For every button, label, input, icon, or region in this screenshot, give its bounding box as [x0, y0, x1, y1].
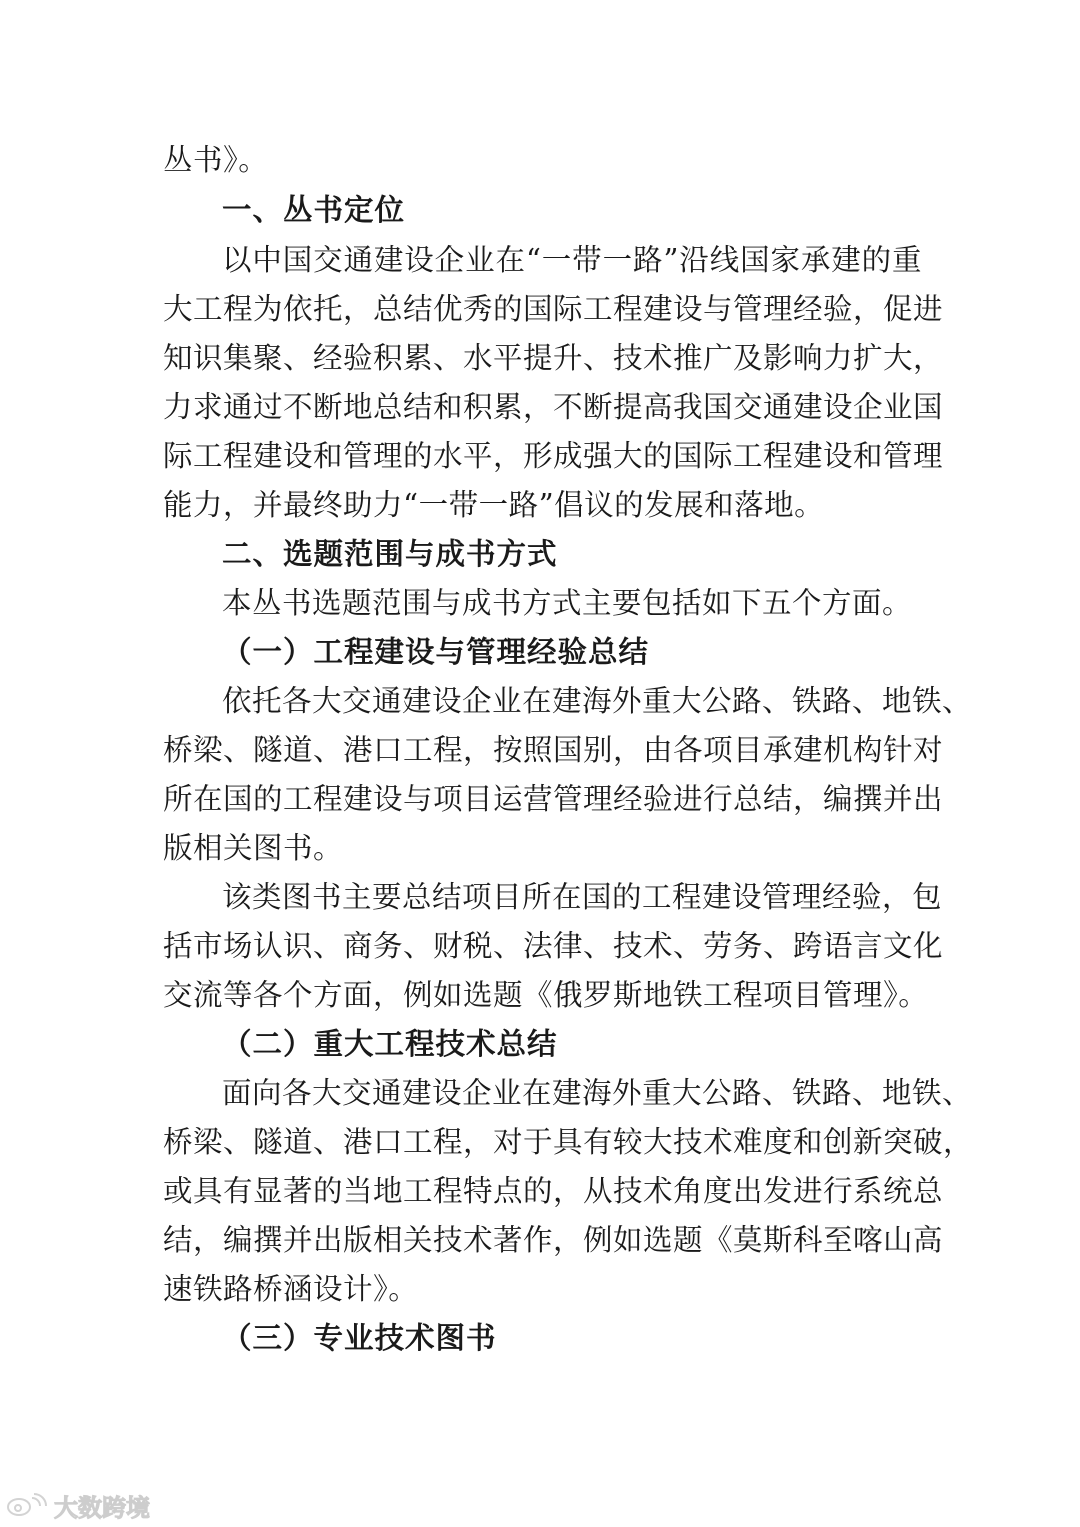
section-heading-1: 一、丛书定位 [222, 192, 406, 227]
paragraph-line: 力求通过不断地总结和积累，不断提高我国交通建设企业国 [163, 390, 944, 424]
weibo-logo-icon [6, 1492, 50, 1518]
paragraph-line: 所在国的工程建设与项目运营管理经验进行总结，编撰并出 [163, 782, 944, 816]
paragraph-line: 括市场认识、商务、财税、法律、技术、劳务、跨语言文化 [163, 929, 944, 963]
paragraph-line: 交流等各个方面，例如选题《俄罗斯地铁工程项目管理》。 [163, 978, 929, 1012]
paragraph-line: 桥梁、隧道、港口工程，按照国别，由各项目承建机构针对 [163, 733, 944, 767]
subsection-heading-2: （二）重大工程技术总结 [222, 1026, 558, 1061]
subsection-heading-1: （一）工程建设与管理经验总结 [222, 634, 650, 669]
paragraph-line: 知识集聚、经验积累、水平提升、技术推广及影响力扩大， [163, 341, 944, 375]
paragraph-line: 际工程建设和管理的水平，形成强大的国际工程建设和管理 [163, 439, 944, 473]
watermark [6, 1490, 150, 1520]
section-heading-2: 二、选题范围与成书方式 [222, 536, 558, 571]
subsection-heading-3: （三）专业技术图书 [222, 1320, 497, 1355]
paragraph-line: 版相关图书。 [163, 831, 344, 865]
paragraph-line: 桥梁、隧道、港口工程，对于具有较大技术难度和创新突破， [163, 1125, 974, 1159]
paragraph-line: 能力，并最终助力“一带一路”倡议的发展和落地。 [163, 488, 825, 522]
paragraph-line: 依托各大交通建设企业在建海外重大公路、铁路、地铁、 [222, 684, 973, 718]
paragraph-line: 或具有显著的当地工程特点的，从技术角度出发进行系统总 [163, 1174, 944, 1208]
watermark-text: 大数跨境 [54, 1493, 150, 1522]
paragraph-line: 以中国交通建设企业在“一带一路”沿线国家承建的重 [222, 243, 922, 277]
paragraph-line: 丛书》。 [163, 143, 269, 177]
paragraph-line: 结，编撰并出版相关技术著作，例如选题《莫斯科至喀山高 [163, 1223, 944, 1257]
paragraph-line: 该类图书主要总结项目所在国的工程建设管理经验，包 [222, 880, 943, 914]
paragraph-line: 本丛书选题范围与成书方式主要包括如下五个方面。 [222, 586, 913, 620]
paragraph-line: 大工程为依托，总结优秀的国际工程建设与管理经验，促进 [163, 292, 944, 326]
paragraph-line: 速铁路桥涵设计》。 [163, 1272, 419, 1306]
paragraph-line: 面向各大交通建设企业在建海外重大公路、铁路、地铁、 [222, 1076, 973, 1110]
